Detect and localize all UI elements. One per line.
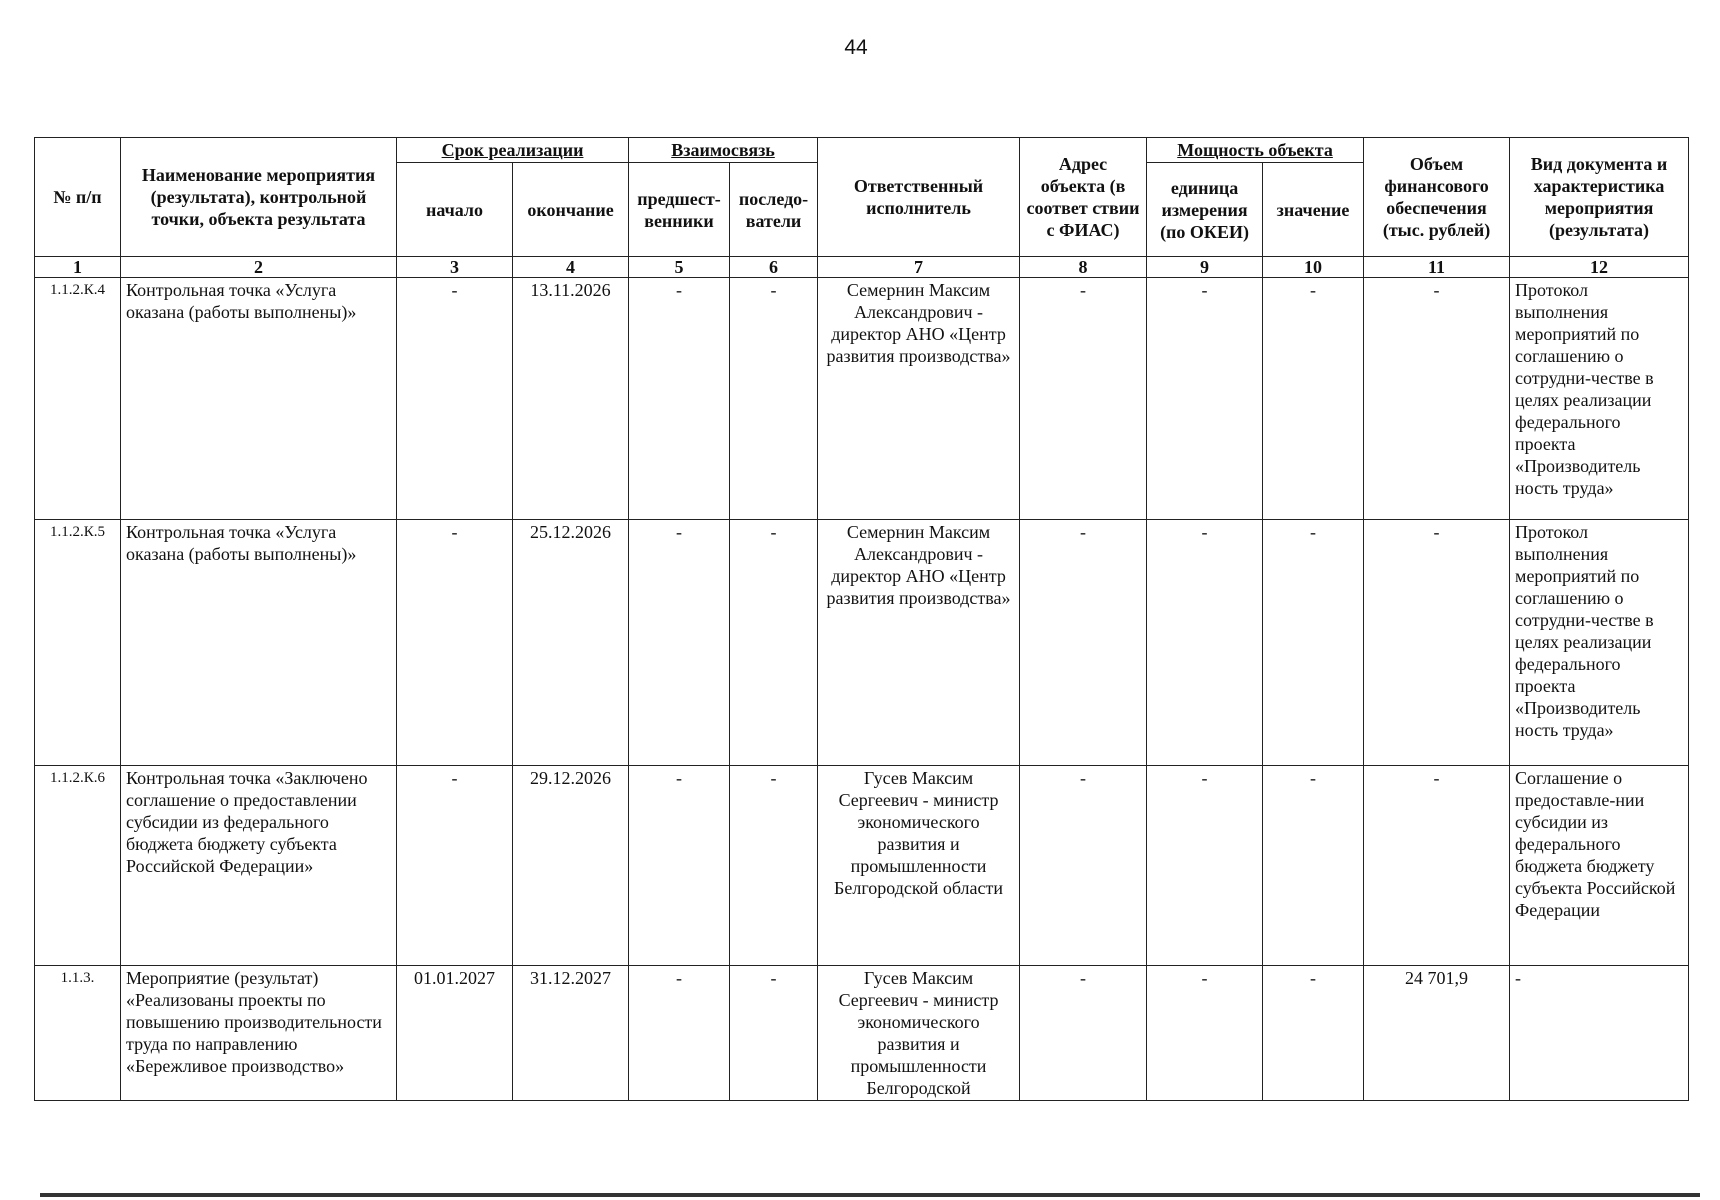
column-number: 8 <box>1020 257 1147 278</box>
table-row <box>35 966 1689 1101</box>
row-successors: - <box>730 520 818 766</box>
row-name: Контрольная точка «Услуга оказана (работы выполнены)» <box>121 520 397 766</box>
column-number: 6 <box>730 257 818 278</box>
row-number: 1.1.3. <box>35 966 121 1101</box>
row-responsible: Гусев Максим Сергеевич - министр экономического развития и промышленности Белгородской <box>818 966 1020 1101</box>
header-capacity-group: Мощность объекта <box>1147 138 1364 163</box>
row-finance: 24 701,9 <box>1364 966 1510 1101</box>
row-start: 01.01.2027 <box>397 966 513 1101</box>
row-successors: - <box>730 766 818 966</box>
row-unit: - <box>1147 966 1263 1101</box>
row-end: 29.12.2026 <box>513 766 629 966</box>
header-document: Вид документа и характеристика мероприятия (результата) <box>1510 138 1689 257</box>
row-unit: - <box>1147 278 1263 520</box>
column-number: 10 <box>1263 257 1364 278</box>
row-start: - <box>397 766 513 966</box>
header-name: Наименование мероприятия (результата), контрольной точки, объекта результата <box>121 138 397 257</box>
row-responsible: Семернин Максим Александрович - директор АНО «Центр развития производства» <box>818 520 1020 766</box>
header-responsible: Ответственный исполнитель <box>818 138 1020 257</box>
header-finance: Объем финансового обеспечения (тыс. рублей) <box>1364 138 1510 257</box>
row-unit: - <box>1147 766 1263 966</box>
column-number: 5 <box>629 257 730 278</box>
header-address: Адрес объекта (в соответ ствии с ФИАС) <box>1020 138 1147 257</box>
row-successors: - <box>730 278 818 520</box>
row-value: - <box>1263 966 1364 1101</box>
row-number: 1.1.2.К.4 <box>35 278 121 520</box>
row-document: Протокол выполнения мероприятий по соглашению о сотрудни-честве в целях реализации федерального проекта «Производитель ность труда» <box>1510 278 1689 520</box>
row-value: - <box>1263 766 1364 966</box>
column-number: 7 <box>818 257 1020 278</box>
row-address: - <box>1020 766 1147 966</box>
header-predecessors: предшест-венники <box>629 163 730 257</box>
header-successors: последо-ватели <box>730 163 818 257</box>
row-name: Мероприятие (результат) «Реализованы проекты по повышению производительности труда по направлению «Бережливое производство» <box>121 966 397 1101</box>
row-number: 1.1.2.К.5 <box>35 520 121 766</box>
row-finance: - <box>1364 278 1510 520</box>
column-number: 2 <box>121 257 397 278</box>
row-finance: - <box>1364 520 1510 766</box>
row-start: - <box>397 520 513 766</box>
row-value: - <box>1263 520 1364 766</box>
header-unit: единица измерения (по ОКЕИ) <box>1147 163 1263 257</box>
row-responsible: Гусев Максим Сергеевич - министр экономического развития и промышленности Белгородской области <box>818 766 1020 966</box>
column-number: 4 <box>513 257 629 278</box>
row-end: 25.12.2026 <box>513 520 629 766</box>
header-end: окончание <box>513 163 629 257</box>
row-document: Протокол выполнения мероприятий по соглашению о сотрудни-честве в целях реализации федерального проекта «Производитель ность труда» <box>1510 520 1689 766</box>
row-number: 1.1.2.К.6 <box>35 766 121 966</box>
header-period-group: Срок реализации <box>397 138 629 163</box>
row-name: Контрольная точка «Заключено соглашение о предоставлении субсидии из федерального бюджета бюджету субъекта Российской Федерации» <box>121 766 397 966</box>
scan-edge-line <box>40 1193 1700 1197</box>
column-number: 1 <box>35 257 121 278</box>
row-address: - <box>1020 966 1147 1101</box>
row-predecessors: - <box>629 520 730 766</box>
table-row <box>35 278 1689 520</box>
row-predecessors: - <box>629 966 730 1101</box>
row-end: 13.11.2026 <box>513 278 629 520</box>
column-number: 11 <box>1364 257 1510 278</box>
activities-table <box>34 137 1689 1101</box>
header-no: № п/п <box>35 138 121 257</box>
row-successors: - <box>730 966 818 1101</box>
row-value: - <box>1263 278 1364 520</box>
page-number: 44 <box>844 36 868 59</box>
column-number: 12 <box>1510 257 1689 278</box>
table-row <box>35 766 1689 966</box>
row-address: - <box>1020 278 1147 520</box>
table-row <box>35 520 1689 766</box>
header-start: начало <box>397 163 513 257</box>
row-end: 31.12.2027 <box>513 966 629 1101</box>
row-document: - <box>1510 966 1689 1101</box>
column-number: 3 <box>397 257 513 278</box>
row-responsible: Семернин Максим Александрович - директор АНО «Центр развития производства» <box>818 278 1020 520</box>
row-predecessors: - <box>629 278 730 520</box>
header-link-group: Взаимосвязь <box>629 138 818 163</box>
row-predecessors: - <box>629 766 730 966</box>
column-number: 9 <box>1147 257 1263 278</box>
column-numbers-row <box>35 257 1689 278</box>
row-document: Соглашение о предоставле-нии субсидии из федерального бюджета бюджету субъекта Российской Федерации <box>1510 766 1689 966</box>
row-finance: - <box>1364 766 1510 966</box>
row-address: - <box>1020 520 1147 766</box>
header-value: значение <box>1263 163 1364 257</box>
row-name: Контрольная точка «Услуга оказана (работы выполнены)» <box>121 278 397 520</box>
header-row-top <box>35 138 1689 163</box>
row-start: - <box>397 278 513 520</box>
row-unit: - <box>1147 520 1263 766</box>
